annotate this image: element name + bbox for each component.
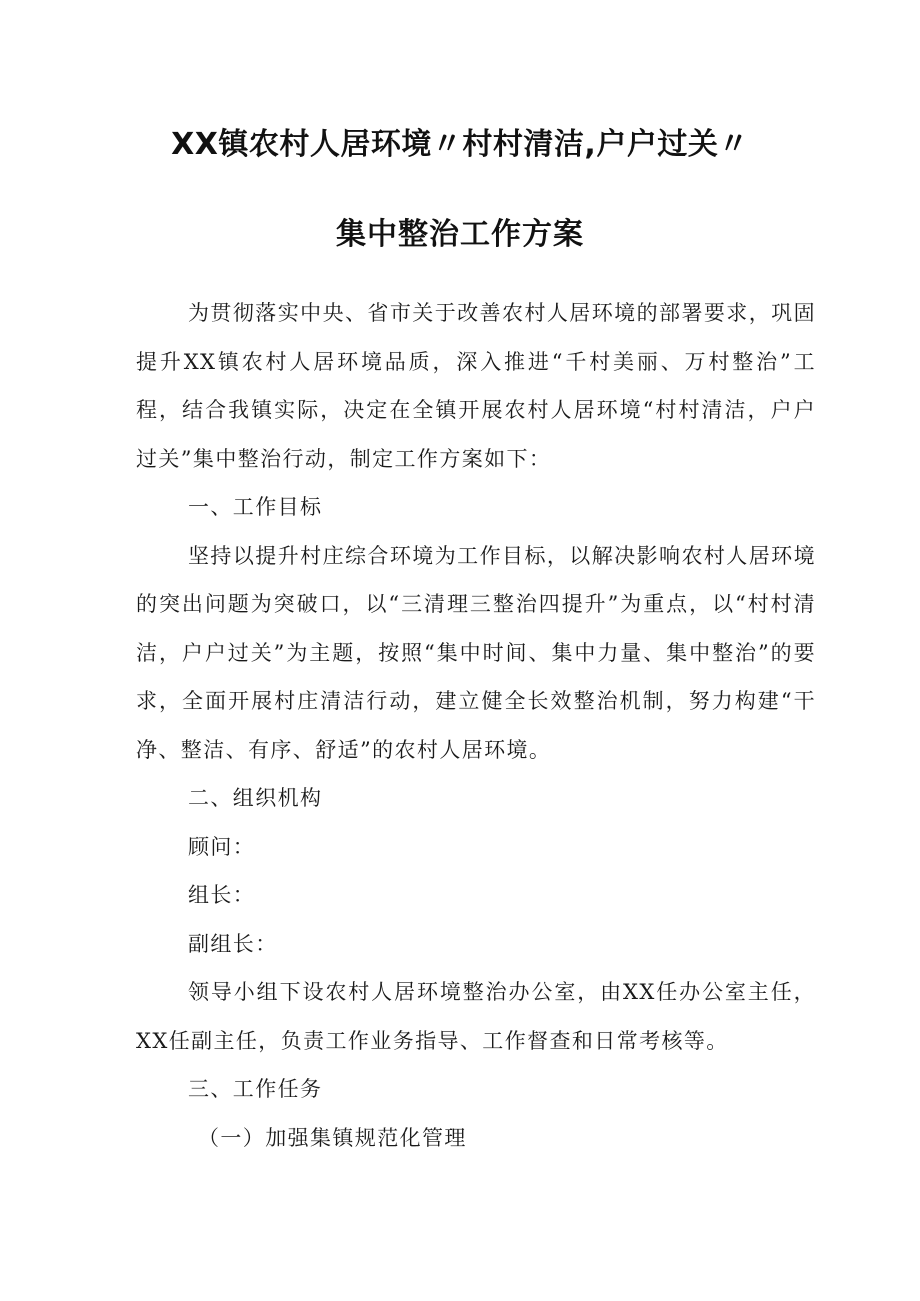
- document-body: [136, 289, 816, 1162]
- section-2-heading: 二、组织机构: [188, 786, 323, 810]
- section-3-heading: 三、工作任务: [188, 1077, 323, 1101]
- intro-paragraph: 为贯彻落实中央、省市关于改善农村人居环境的部署要求，巩固提升XX镇农村人居环境品质，深入推进“千村美丽、万村整治”工程，结合我镇实际，决定在全镇开展农村人居环境“村村清洁，户户过关”集中整治行动，制定工作方案如下：: [136, 301, 816, 471]
- document-title-line-1: XX镇农村人居环境〃村村清洁,户户过关〃: [171, 127, 749, 162]
- document-title-line-2: 集中整治工作方案: [336, 217, 584, 252]
- leader-line: 组长：: [188, 883, 256, 907]
- adviser-line: 顾问：: [188, 834, 256, 859]
- section-1-paragraph: 坚持以提升村庄综合环境为工作目标，以解决影响农村人居环境的突出问题为突破口，以“三清理三整治四提升”为重点，以“村村清洁，户户过关”为主题，按照“集中时间、集中力量、集中整治”的要求，全面开展村庄清洁行动，建立健全长效整治机制，努力构建“干净、整洁、有序、舒适”的农村人居环境。: [136, 543, 816, 762]
- section-2-paragraph: 领导小组下设农村人居环境整治办公室，由XX任办公室主任，XX任副主任，负责工作业务指导、工作督查和日常考核等。: [136, 980, 816, 1053]
- deputy-leader-line: 副组长：: [188, 931, 278, 956]
- section-3-subheading-1: （一）加强集镇规范化管理: [198, 1125, 467, 1150]
- section-1-heading: 一、工作目标: [188, 495, 323, 519]
